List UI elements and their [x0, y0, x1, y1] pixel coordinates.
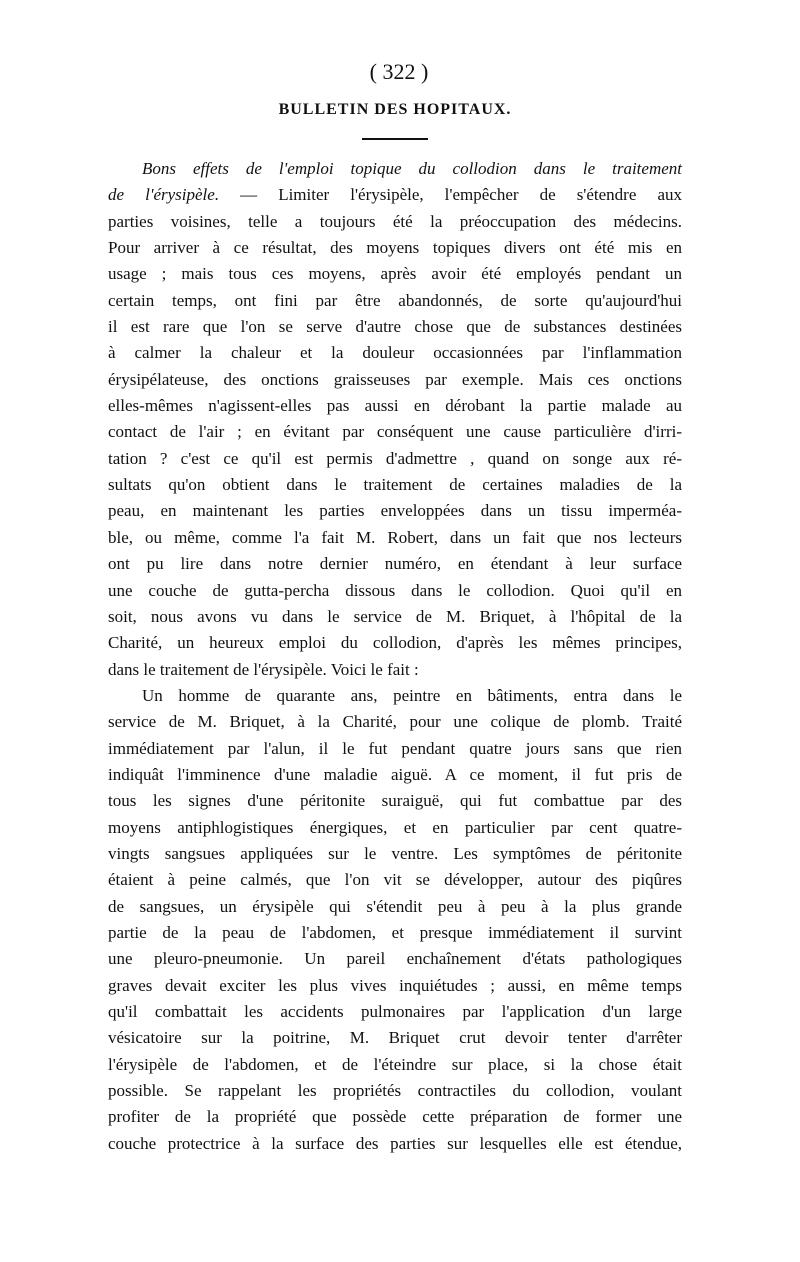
body-line: une pleuro-pneumonie. Un pareil enchaînement d'états pathologiques — [108, 949, 682, 969]
body-line: parties voisines, telle a toujours été la préoccupation des médecins. — [108, 211, 682, 231]
article-title-end: de l'érysipèle. — [108, 185, 220, 205]
body-line: Un homme de quarante ans, peintre en bâtiments, entra dans le — [142, 685, 682, 705]
body-line: usage ; mais tous ces moyens, après avoir été employés pendant un — [108, 264, 682, 284]
document-page — [108, 58, 682, 1157]
body-line: immédiatement par l'alun, il le fut pendant quatre jours sans que rien — [108, 738, 682, 758]
body-line: indiquât l'imminence d'une maladie aiguë. A ce moment, il fut pris de — [108, 764, 682, 784]
body-line: sultats qu'on obtient dans le traitement de certaines maladies de la — [108, 475, 682, 495]
body-line: certain temps, ont fini par être abandonnés, de sorte qu'aujourd'hui — [108, 290, 682, 310]
body-line: soit, nous avons vu dans le service de M. Briquet, à l'hôpital de la — [108, 606, 682, 626]
header-rule — [362, 138, 428, 140]
body-line: elles-mêmes n'agissent-elles pas aussi en dérobant la partie malade au — [108, 396, 682, 416]
body-line: possible. Se rappelant les propriétés contractiles du collodion, voulant — [108, 1081, 682, 1101]
body-line: tation ? c'est ce qu'il est permis d'admettre , quand on songe aux ré- — [108, 448, 682, 468]
article-body — [108, 156, 682, 1157]
page-number: ( 322 ) — [369, 59, 429, 84]
article-title-line — [108, 156, 682, 182]
body-line: tous les signes d'une péritonite suraiguë, qui fut combattue par des — [108, 791, 682, 811]
body-line: moyens antiphlogistiques énergiques, et en particulier par cent quatre- — [108, 817, 682, 837]
body-line: ble, ou même, comme l'a fait M. Robert, dans un fait que nos lecteurs — [108, 527, 682, 547]
body-line: à calmer la chaleur et la douleur occasionnées par l'inflammation — [108, 343, 682, 363]
body-line: service de M. Briquet, à la Charité, pour une colique de plomb. Traité — [108, 712, 682, 732]
body-line: l'érysipèle de l'abdomen, et de l'éteindre sur place, si la chose était — [108, 1054, 682, 1074]
body-line: il est rare que l'on se serve d'autre chose que de substances destinées — [108, 317, 682, 337]
article-title: Bons effets de l'emploi topique du collodion dans le traitement — [142, 159, 682, 178]
body-line: couche protectrice à la surface des parties sur lesquelles elle est étendue, — [108, 1133, 682, 1153]
body-line: contact de l'air ; en évitant par conséquent une cause particulière d'irri- — [108, 422, 682, 442]
body-line: profiter de la propriété que possède cette préparation de former une — [108, 1107, 682, 1127]
body-line: partie de la peau de l'abdomen, et presque immédiatement il survint — [108, 922, 682, 942]
body-line: érysipélateuse, des onctions graisseuses par exemple. Mais ces onctions — [108, 369, 682, 389]
body-line: Pour arriver à ce résultat, des moyens topiques divers ont été mis en — [108, 238, 682, 258]
body-line: qu'il combattait les accidents pulmonaires par l'application d'un large — [108, 1002, 682, 1021]
article-title-line — [108, 182, 682, 208]
body-line: vingts sangsues appliquées sur le ventre. Les symptômes de péritonite — [108, 843, 682, 863]
body-line: de sangsues, un érysipèle qui s'étendit peu à peu à la plus grande — [108, 896, 682, 916]
body-line: vésicatoire sur la poitrine, M. Briquet crut devoir tenter d'arrêter — [108, 1028, 682, 1048]
body-line: Charité, un heureux emploi du collodion, d'après les mêmes principes, — [108, 633, 682, 653]
body-line: peau, en maintenant les parties enveloppées dans un tissu imperméa- — [108, 501, 682, 521]
body-line: étaient à peine calmés, que l'on vit se développer, autour des piqûres — [108, 870, 682, 890]
body-line: ont pu lire dans notre dernier numéro, en étendant à leur surface — [108, 554, 682, 574]
body-line: dans le traitement de l'érysipèle. Voici le fait : — [108, 659, 419, 679]
body-line: graves devait exciter les plus vives inquiétudes ; aussi, en même temps — [108, 975, 682, 995]
body-line: — Limiter l'érysipèle, l'empêcher de s'étendre aux — [219, 185, 682, 205]
running-header: BULLETIN DES HOPITAUX. — [278, 101, 512, 118]
body-line: une couche de gutta-percha dissous dans le collodion. Quoi qu'il en — [108, 580, 682, 600]
